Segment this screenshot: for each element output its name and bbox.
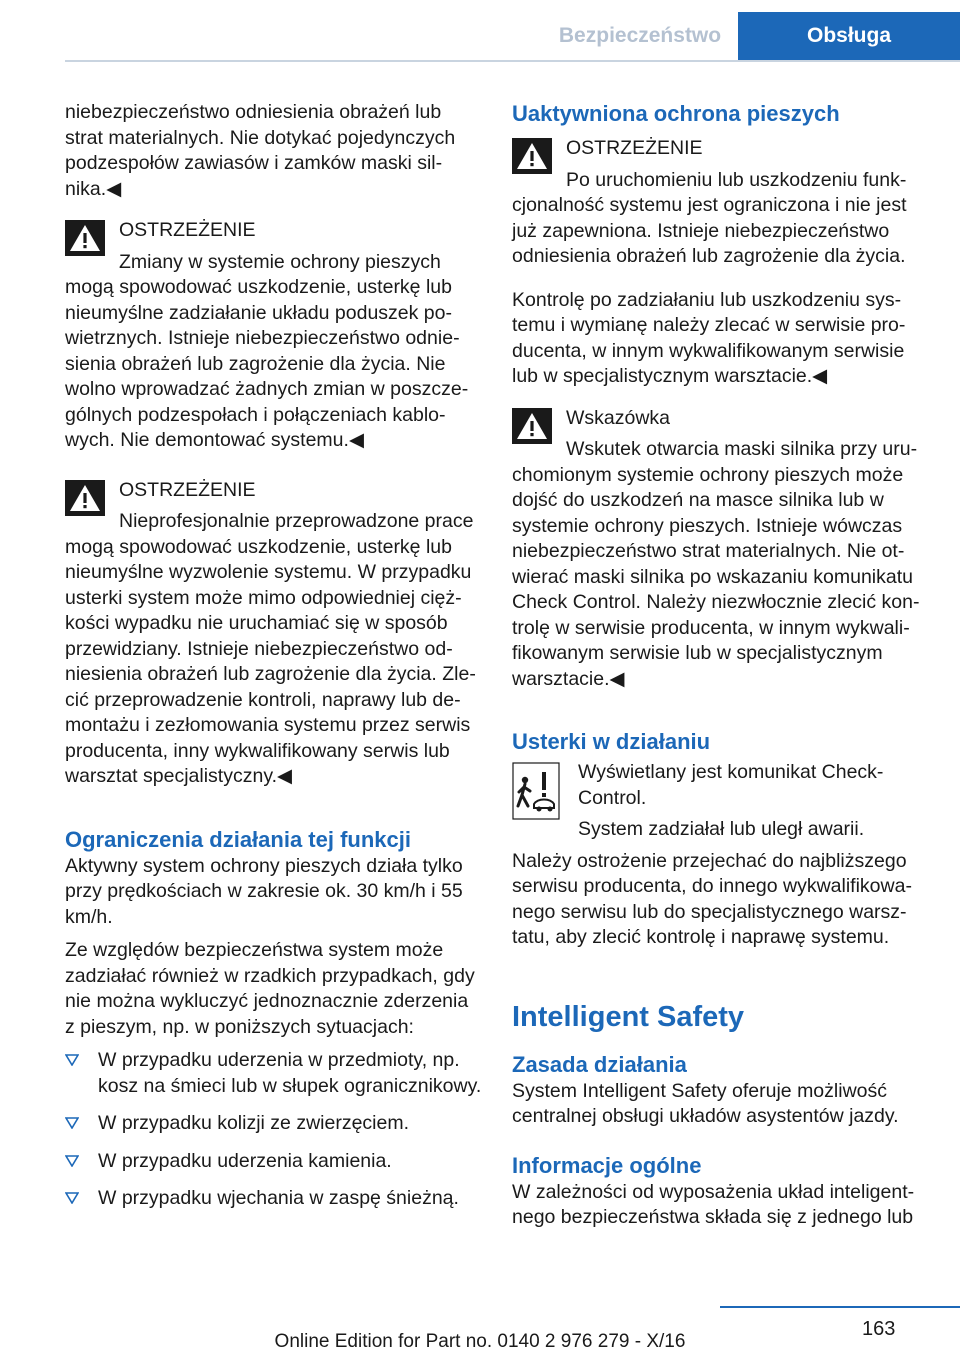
page-number: 163: [862, 1318, 896, 1340]
triangle-bullet-icon: [65, 1192, 79, 1204]
right-column: [512, 100, 930, 1239]
warning-title: OSTRZEŻENIE: [119, 478, 256, 501]
intro-paragraph: niebezpieczeństwo odniesienia obrażeń lub strat materialnych. Nie dotykać pojedynczych podzespołów zawiasów i zamków maski silnika.◀: [65, 101, 456, 200]
footer-edition: Online Edition for Part no. 0140 2 976 279 - X/16: [274, 1331, 686, 1352]
fault-heading: Usterki w działaniu: [512, 729, 711, 754]
list-item-text: W przypadku kolizji ze zwierzęciem.: [98, 1112, 410, 1134]
pedestrian-protection-icon: [512, 762, 560, 820]
check-control-block: [512, 760, 930, 849]
header-section-tab[interactable]: Bezpieczeństwo: [558, 24, 722, 47]
warning-block-2: [65, 478, 483, 798]
fault-message: Wyświetlany jest komunikat Check-Control.: [578, 761, 884, 809]
list-item: [65, 1149, 483, 1175]
note-block: [512, 406, 930, 701]
warning-title: OSTRZEŻENIE: [566, 137, 703, 159]
left-column: [65, 100, 483, 1224]
triangle-bullet-icon: [65, 1117, 79, 1129]
header-current-tab[interactable]: Obsługa: [738, 12, 960, 60]
list-item: [65, 1111, 483, 1137]
warning-text: Zmiany w systemie ochrony pieszych mogą spowodować uszkodzenie, usterkę lub nieumyślne zadziałanie układu poduszek powietrznych. Istnieje niebezpieczeństwo odniesienia obrażeń lub zagrożenie dla życia. Nie wolno wprowadzać żadnych zmian w poszczególnych podzespołach i połączeniach kablowych. Nie demontować systemu.◀: [65, 250, 469, 451]
warning-text: Nieprofesjonalnie przeprowadzone prace mogą spowodować uszkodzenie, usterkę lub nieumyślne wyzwolenie systemu. W przypadku usterki system może mimo odpowiedniej ciężkości wypadku nie uruchamiać się w sposób przewidziany. Istnieje niebezpieczeństwo odniesienia obrażeń lub zagrożenie dla życia. Zlecić przeprowadzenie kontroli, naprawy lub demontażu i zezłomowania systemu przez serwis producenta, inny wykwalifikowany serwis lub warsztat specjalistyczny.◀: [65, 510, 476, 787]
note-text: Wskutek otwarcia maski silnika przy uruchomionym systemie ochrony pieszych może dojść do uszkodzeń na masce silnika lub w systemie ochrony pieszych. Istnieje wówczas niebezpieczeństwo strat materialnych. Nie otwierać maski silnika po wskazaniu komunikatu Check Control. Należy niezwłocznie zlecić kontrolę w serwisie producenta, w innym wykwalifikowanym serwisie lub w specjalistycznym warsztacie.◀: [512, 438, 920, 690]
principle-heading: Zasada działania: [512, 1051, 687, 1077]
warning-triangle-icon: [65, 220, 105, 256]
intelligent-safety-heading: Intelligent Safety: [512, 1000, 745, 1033]
situation-list: [65, 1048, 483, 1212]
list-item-text: W przypadku uderzenia kamienia.: [98, 1149, 392, 1172]
warning-triangle-icon: [512, 408, 552, 444]
fault-paragraph: Należy ostrożenie przejechać do najbliższego serwisu producenta, do innego wykwalifikowanego serwisu lub do specjalistycznego warsztatu, aby zlecić kontrolę i naprawę systemu.: [512, 849, 912, 948]
warning-triangle-icon: [512, 138, 552, 174]
warning-title: OSTRZEŻENIE: [119, 219, 256, 241]
limits-heading: Ograniczenia działania tej funkcji: [65, 826, 411, 852]
header-divider: [65, 60, 960, 62]
list-item: [65, 1048, 483, 1099]
principle-paragraph: System Intelligent Safety oferuje możliwość centralnej obsługi układów asystentów jazdy.: [512, 1079, 899, 1127]
triangle-bullet-icon: [65, 1054, 79, 1066]
limits-paragraph-2: Ze względów bezpieczeństwa system może zadziałać również w rzadkich przypadkach, gdy nie można wykluczyć jednoznacznie zderzenia z pieszym, np. w poniższych sytuacjach:: [65, 939, 475, 1038]
limits-paragraph-1: Aktywny system ochrony pieszych działa tylko przy prędkościach w zakresie ok. 30 km/h i 55 km/h.: [65, 854, 463, 928]
active-paragraph: Kontrolę po zadziałaniu lub uszkodzeniu systemu i wymianę należy zlecać w serwisie producenta, w innym wykwalifikowanym serwisie lub w specjalistycznym warsztacie.◀: [512, 288, 906, 387]
triangle-bullet-icon: [65, 1155, 79, 1167]
active-protection-heading: Uaktywniona ochrona pieszych: [512, 101, 840, 126]
warning-block-1: [65, 218, 483, 462]
note-title: Wskazówka: [566, 406, 671, 429]
list-item-text: W przypadku uderzenia w przedmioty, np. kosz na śmieci lub w słupek ogranicznikowy.: [98, 1049, 482, 1097]
footer-divider: [720, 1306, 960, 1308]
warning-triangle-icon: [65, 480, 105, 516]
warning-text: Po uruchomieniu lub uszkodzeniu funkcjonalność systemu jest ograniczona i nie jest już zapewniona. Istnieje niebezpieczeństwo odniesienia obrażeń lub zagrożenie dla życia.: [512, 168, 907, 267]
general-info-heading: Informacje ogólne: [512, 1152, 702, 1178]
list-item-text: W przypadku wjechania w zaspę śnieżną.: [98, 1187, 459, 1209]
list-item: [65, 1186, 483, 1212]
general-info-paragraph: W zależności od wyposażenia układ inteligentnego bezpieczeństwa składa się z jednego lub: [512, 1180, 915, 1228]
warning-block-3: [512, 136, 930, 278]
fault-status: System zadziałał lub uległ awarii.: [578, 818, 865, 840]
